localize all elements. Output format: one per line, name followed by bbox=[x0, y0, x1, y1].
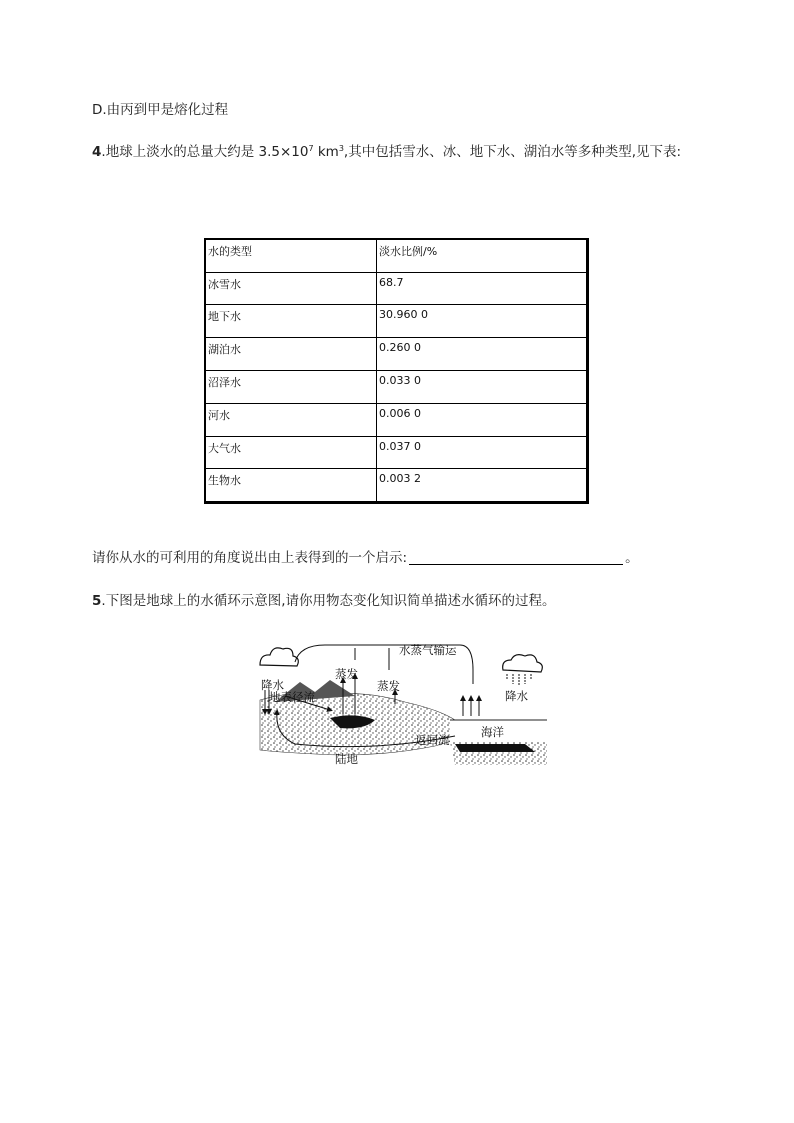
question-4-number: 4 bbox=[92, 144, 102, 160]
table-row bbox=[206, 469, 586, 501]
cloud-right-icon bbox=[503, 655, 543, 672]
label-evaporation: 蒸发 bbox=[335, 667, 358, 681]
question-4: 4.地球上淡水的总量大约是 $3.5\times 10^7$ $km^3$,其中包括雪水、冰、地下水、湖泊水等多种类型,见下表: bbox=[92, 144, 682, 160]
table-cell: 0.037 0 bbox=[377, 436, 587, 469]
table-row bbox=[206, 370, 586, 403]
table-cell: 0.003 2 bbox=[379, 472, 421, 486]
table-row bbox=[206, 403, 586, 436]
table-header-cell: 淡水比例/% bbox=[377, 240, 587, 272]
table-row bbox=[206, 272, 586, 305]
exponent: 7 bbox=[308, 144, 314, 153]
table-cell: 生物水 bbox=[206, 469, 377, 501]
question-5-text: .下图是地球上的水循环示意图,请你用物态变化知识简单描述水循环的过程。 bbox=[101, 593, 556, 609]
question-5 bbox=[92, 592, 556, 610]
question-4-prompt: 请你从水的可利用的角度说出由上表得到的一个启示: 。 bbox=[92, 550, 639, 566]
table-row bbox=[206, 338, 586, 371]
label-surface-runoff: 地表径流 bbox=[269, 690, 315, 704]
table-cell: 湖泊水 bbox=[206, 338, 377, 371]
rain-icon bbox=[507, 674, 531, 686]
label-evaporation: 蒸发 bbox=[377, 679, 400, 693]
table-cell: 0.260 0 bbox=[377, 338, 587, 371]
unit-exponent: 3 bbox=[338, 144, 344, 153]
table-cell: 68.7 bbox=[377, 272, 587, 305]
table-cell: 沼泽水 bbox=[206, 370, 377, 403]
label-return-flow: 返回流 bbox=[415, 733, 450, 747]
table-cell: 地下水 bbox=[206, 305, 377, 338]
table-cell: 0.006 0 bbox=[377, 403, 587, 436]
cloud-left-icon bbox=[260, 648, 298, 666]
water-cycle-diagram bbox=[255, 640, 547, 765]
table-cell: 0.033 0 bbox=[377, 370, 587, 403]
table-cell: 河水 bbox=[206, 403, 377, 436]
freshwater-table bbox=[204, 238, 589, 504]
question-5-number: 5 bbox=[92, 593, 102, 609]
question-4-text: .地球上淡水的总量大约是 3.5×10 bbox=[101, 144, 309, 160]
table-cell: 大气水 bbox=[206, 436, 377, 469]
table-header-cell: 水的类型 bbox=[206, 240, 377, 272]
table-cell: 30.960 0 bbox=[377, 305, 587, 338]
table-cell: 冰雪水 bbox=[206, 272, 377, 305]
table-row bbox=[206, 436, 586, 469]
answer-blank[interactable] bbox=[409, 550, 623, 565]
label-precipitation-right: 降水 bbox=[505, 689, 528, 703]
label-ocean: 海洋 bbox=[481, 725, 504, 739]
table-header-row bbox=[206, 240, 586, 272]
label-land: 陆地 bbox=[335, 752, 358, 765]
label-precipitation-left: 降水 bbox=[261, 678, 284, 692]
table-row bbox=[206, 305, 586, 338]
option-d: D.由丙到甲是熔化过程 bbox=[92, 102, 229, 118]
label-vapor-transport: 水蒸气输运 bbox=[399, 643, 457, 657]
